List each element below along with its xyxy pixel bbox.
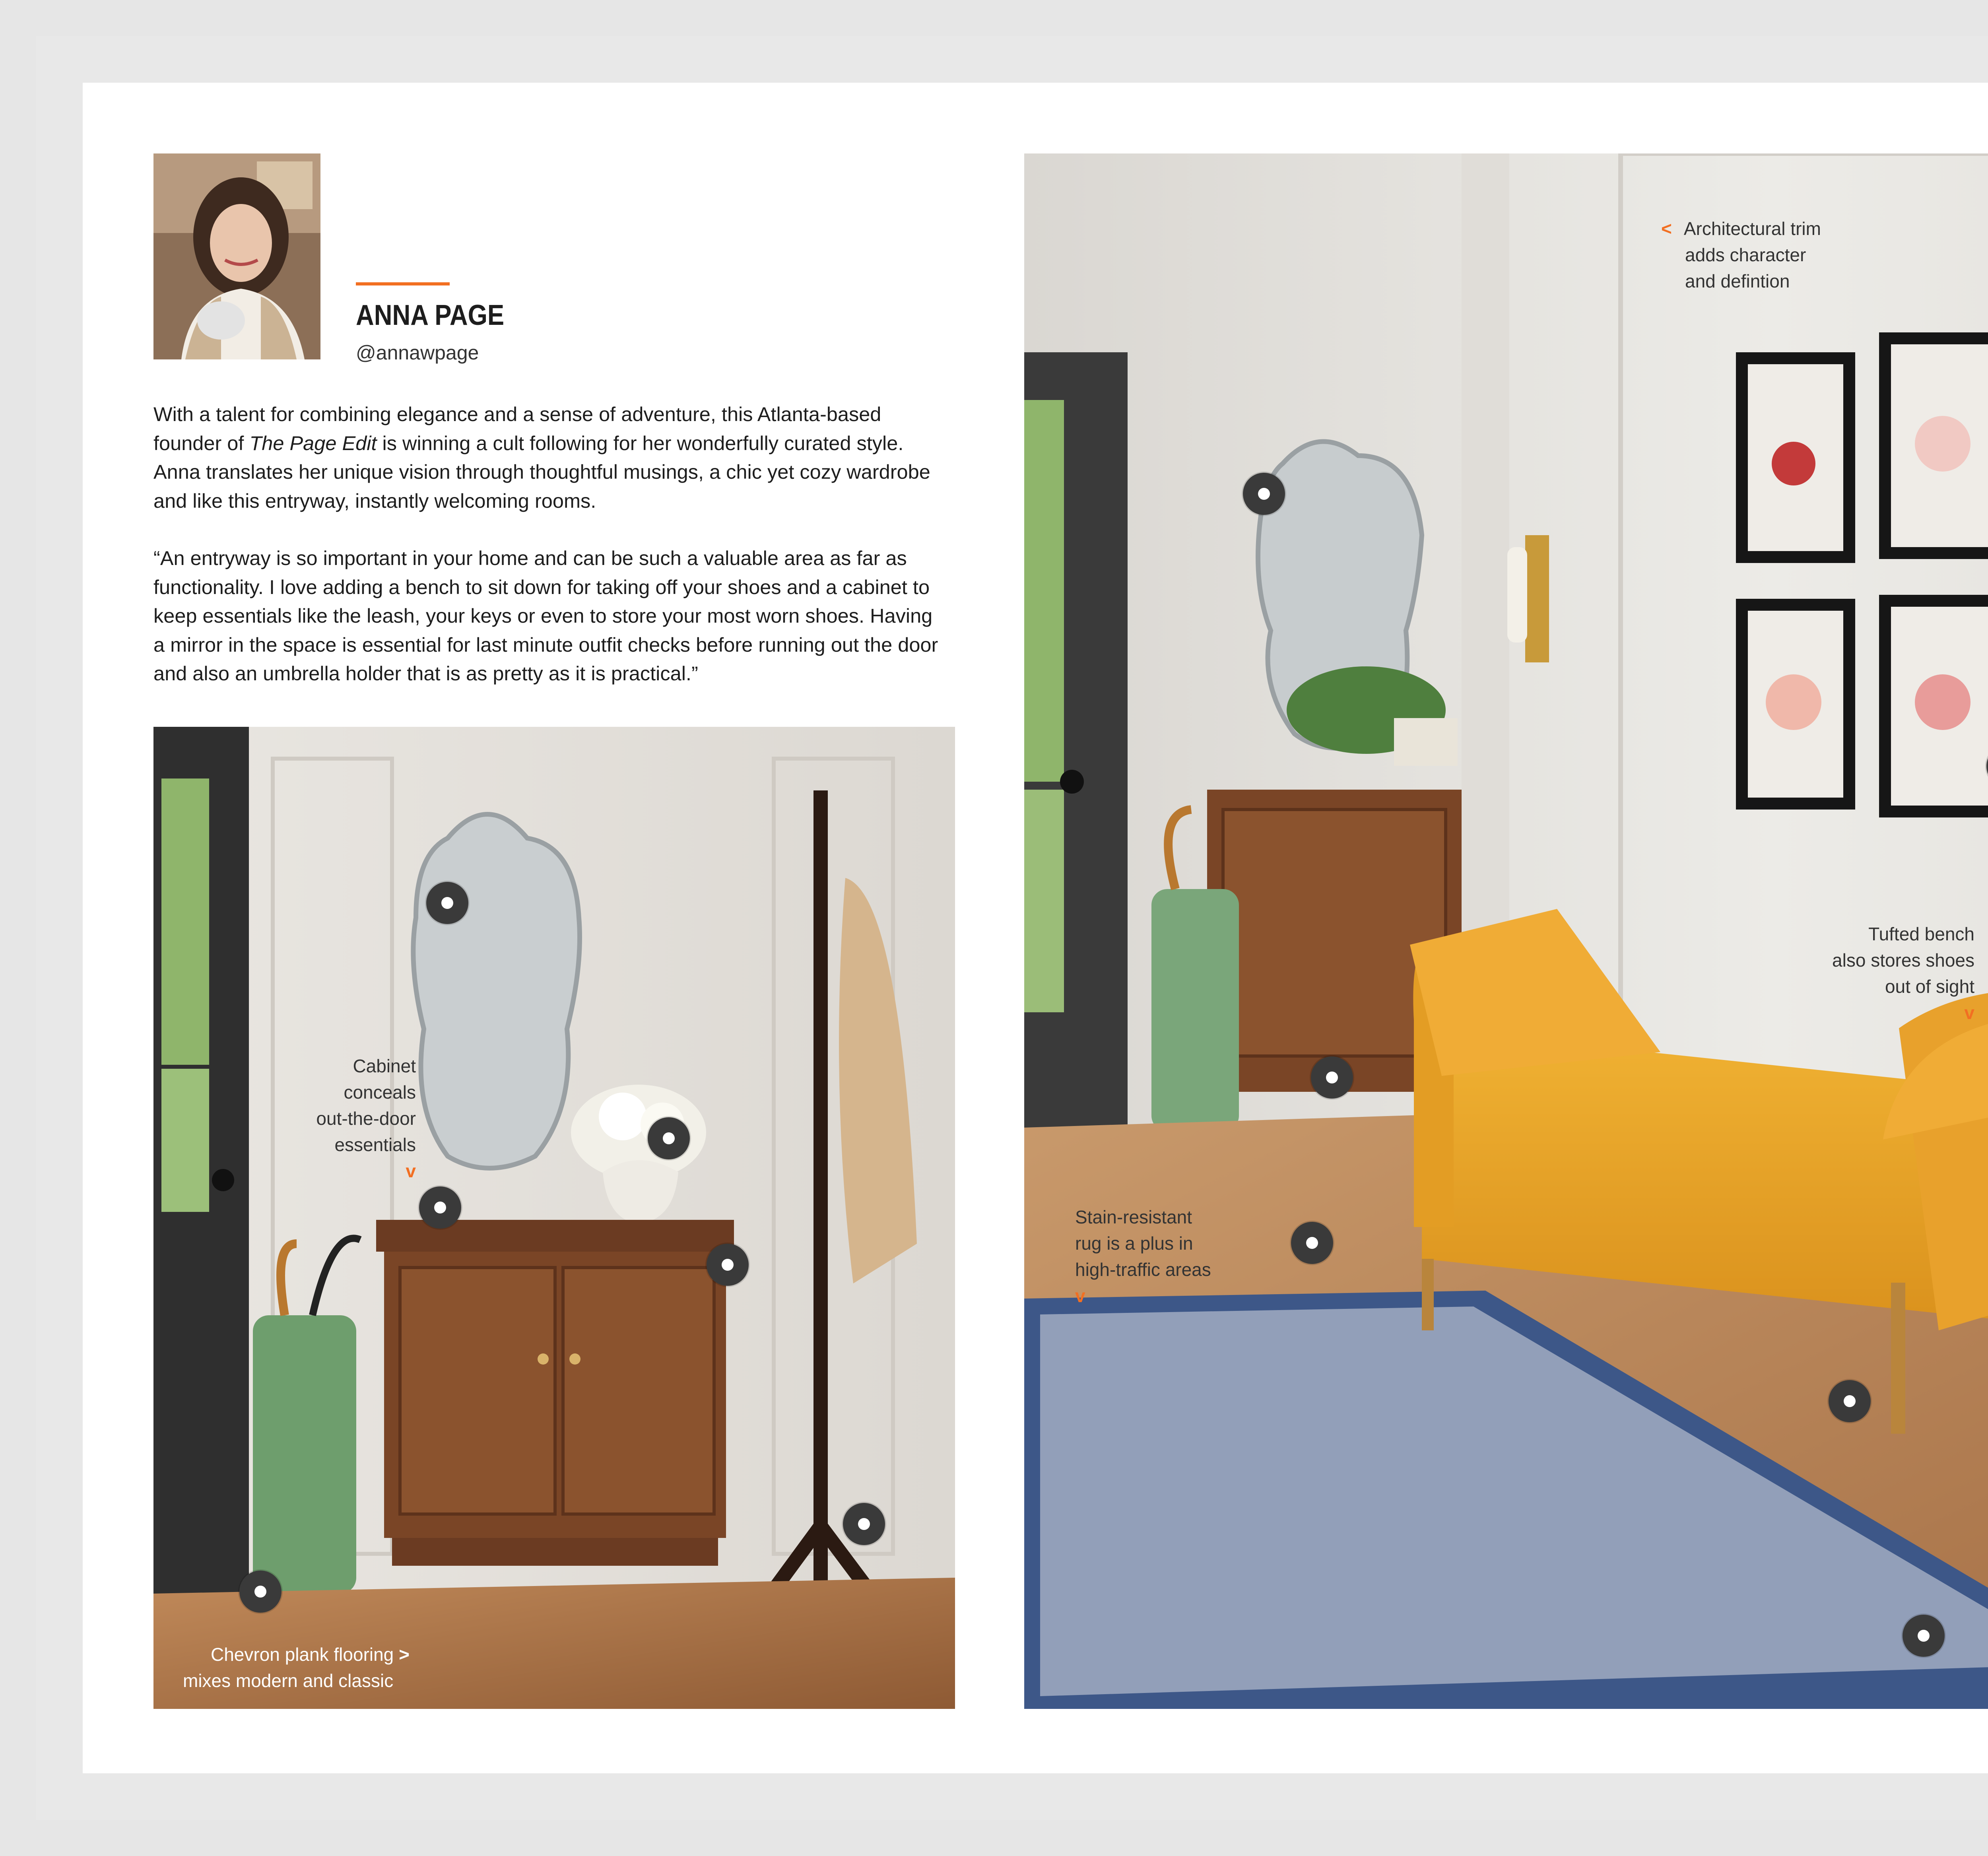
hotspot-mirror-main[interactable] <box>1243 473 1285 515</box>
hotspot-umbrella-stand[interactable] <box>239 1571 282 1613</box>
hotspot-cabinet-main[interactable] <box>1311 1056 1353 1099</box>
chevron-right-icon: > <box>399 1644 410 1665</box>
hotspot-coat-rack[interactable] <box>843 1503 885 1545</box>
hotspot-bench[interactable] <box>1829 1380 1871 1422</box>
chevron-left-icon: < <box>1661 218 1672 239</box>
entryway-photo-detail <box>153 727 955 1709</box>
trim-caption: < Architectural trim adds character and defintion <box>1661 218 1821 291</box>
hotspot-mirror[interactable] <box>426 882 468 924</box>
flooring-caption: Chevron plank flooring > mixes modern and classic <box>183 1644 410 1691</box>
hotspot-rug[interactable] <box>1291 1222 1333 1264</box>
hotspot-rug-corner[interactable] <box>1903 1615 1945 1657</box>
author-portrait <box>153 153 320 359</box>
hotspot-cabinet[interactable] <box>707 1244 749 1286</box>
author-name: ANNA PAGE <box>356 299 505 331</box>
bio-text-start: With a talent for combining elegance and a sense of adventure, this Atlanta-based founder of <box>153 403 881 454</box>
author-handle[interactable]: @annawpage <box>356 342 479 364</box>
entryway-photo-main <box>1024 153 1988 1709</box>
bio-paragraph <box>153 400 949 515</box>
author-bio <box>153 400 949 688</box>
chevron-down-icon: v <box>1075 1285 1085 1306</box>
bio-text-end: is winning a cult following for her wonderfully curated style. Anna translates her unique vision through thoughtful musings, a chic yet cozy wardrobe and like this entryway, instantly welcoming rooms. <box>153 431 930 512</box>
rug-caption: Stain-resistant rug is a plus in high-traffic areas v <box>1075 1204 1282 1309</box>
bench-caption: Tufted bench also stores shoes out of sight v <box>1772 921 1974 1026</box>
cabinet-caption: Cabinet conceals out-the-door essentials v <box>241 1053 416 1184</box>
hotspot-flowers[interactable] <box>648 1117 690 1159</box>
hotspot-tray[interactable] <box>419 1186 461 1229</box>
chevron-down-icon: v <box>406 1161 416 1181</box>
brand-name: The Page Edit <box>249 431 377 454</box>
bio-quote: “An entryway is so important in your home and can be such a valuable area as far as functionality. I love adding a bench to sit down for taking off your shoes and a cabinet to keep essentials like the leash, your keys or even to store your most worn shoes. Having a mirror in the space is essential for last minute outfit checks before running out the door and also an umbrella holder that is as pretty as it is practical.” <box>153 547 938 685</box>
accent-rule <box>356 282 450 285</box>
chevron-down-icon: v <box>1964 1002 1974 1023</box>
